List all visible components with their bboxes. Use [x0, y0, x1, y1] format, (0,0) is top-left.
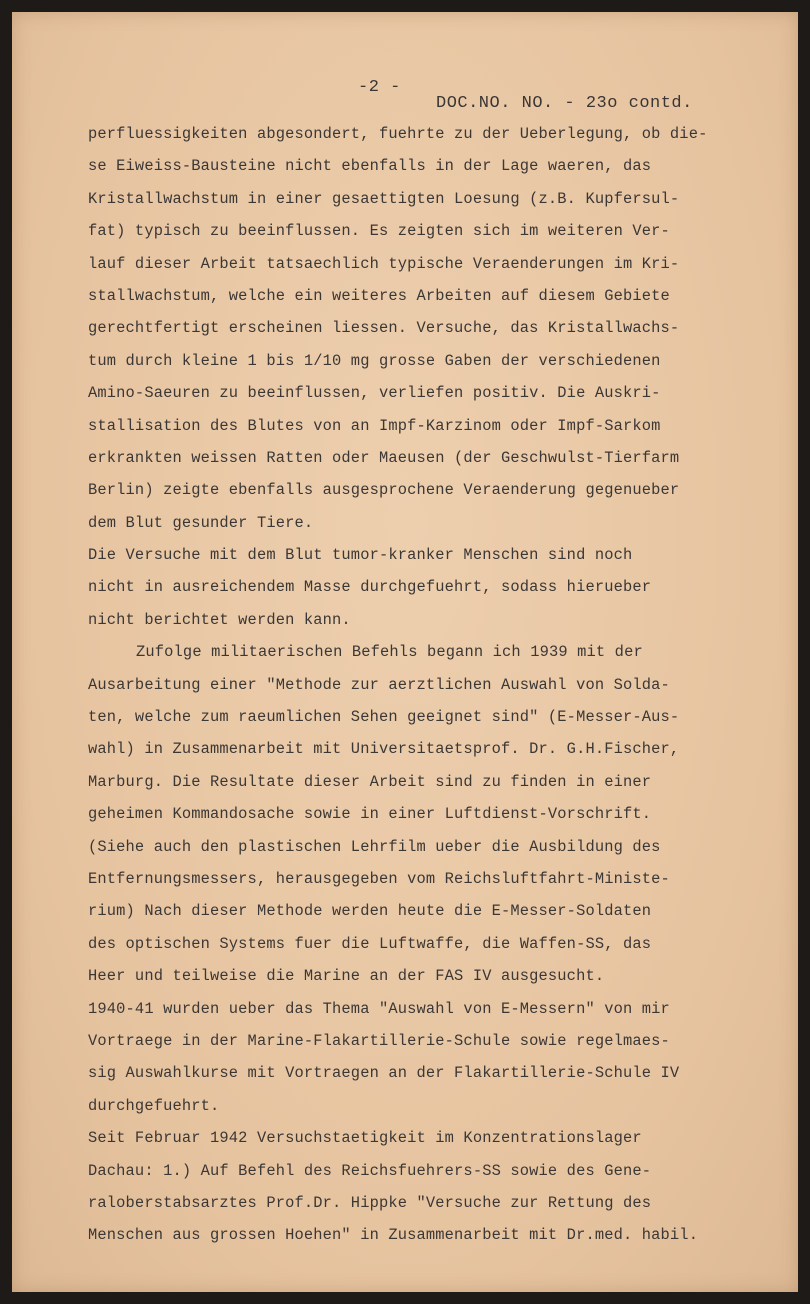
text-line: Seit Februar 1942 Versuchstaetigkeit im Konzentrationslager	[88, 1129, 642, 1148]
text-line: Kristallwachstum in einer gesaettigten Loesung (z.B. Kupfersul-	[88, 189, 680, 208]
text-line: Amino-Saeuren zu beeinflussen, verliefen positiv. Die Auskri-	[88, 384, 661, 403]
text-line: perfluessigkeiten abgesondert, fuehrte zu der Ueberlegung, ob die-	[88, 125, 708, 143]
text-line: stallisation des Blutes von an Impf-Karzinom oder Impf-Sarkom	[88, 416, 661, 435]
text-line: wahl) in Zusammenarbeit mit Universitaetsprof. Dr. G.H.Fischer,	[88, 740, 680, 759]
typed-body-text	[88, 118, 788, 1252]
text-line: lauf dieser Arbeit tatsaechlich typische Veraenderungen im Kri-	[88, 254, 680, 273]
text-line: geheimen Kommandosache sowie in einer Luftdienst-Vorschrift.	[88, 805, 652, 824]
text-line: 1940-41 wurden ueber das Thema "Auswahl von E-Messern" von mir	[88, 999, 670, 1018]
paragraph-first-line: Zufolge militaerischen Befehls begann ich 1939 mit der	[136, 643, 643, 662]
text-line: des optischen Systems fuer die Luftwaffe, die Waffen-SS, das	[88, 934, 652, 953]
text-line: tum durch kleine 1 bis 1/10 mg grosse Gaben der verschiedenen	[88, 351, 661, 370]
text-line: sig Auswahlkurse mit Vortraegen an der Flakartillerie-Schule IV	[88, 1064, 680, 1083]
document-reference: DOC.NO. NO. - 23o contd.	[436, 94, 693, 113]
text-line: stallwachstum, welche ein weiteres Arbeiten auf diesem Gebiete	[88, 286, 670, 305]
text-line: Die Versuche mit dem Blut tumor-kranker Menschen sind noch	[88, 546, 633, 565]
text-line: nicht berichtet werden kann.	[88, 610, 351, 629]
text-line: ten, welche zum raeumlichen Sehen geeignet sind" (E-Messer-Aus-	[88, 708, 680, 727]
text-line: dem Blut gesunder Tiere.	[88, 513, 314, 532]
text-line: Vortraege in der Marine-Flakartillerie-Schule sowie regelmaes-	[88, 1031, 670, 1050]
text-line: Ausarbeitung einer "Methode zur aerztlichen Auswahl von Solda-	[88, 675, 670, 694]
text-line: Dachau: 1.) Auf Befehl des Reichsfuehrers-SS sowie des Gene-	[88, 1161, 652, 1180]
text-line: Berlin) zeigte ebenfalls ausgesprochene Veraenderung gegenueber	[88, 481, 680, 500]
text-line: Heer und teilweise die Marine an der FAS IV ausgesucht.	[88, 967, 605, 986]
text-line: durchgefuehrt.	[88, 1096, 220, 1115]
text-line: gerechtfertigt erscheinen liessen. Versuche, das Kristallwachs-	[88, 319, 680, 338]
text-line: fat) typisch zu beeinflussen. Es zeigten sich im weiteren Ver-	[88, 222, 670, 241]
text-line: (Siehe auch den plastischen Lehrfilm ueber die Ausbildung des	[88, 837, 661, 856]
page-number: -2 -	[358, 78, 401, 97]
document-page	[12, 12, 798, 1292]
text-line: raloberstabsarztes Prof.Dr. Hippke "Versuche zur Rettung des	[88, 1193, 652, 1212]
text-line: nicht in ausreichendem Masse durchgefuehrt, sodass hierueber	[88, 578, 652, 597]
text-line: se Eiweiss-Bausteine nicht ebenfalls in der Lage waeren, das	[88, 157, 652, 176]
text-line: erkrankten weissen Ratten oder Maeusen (der Geschwulst-Tierfarm	[88, 448, 680, 467]
text-line: rium) Nach dieser Methode werden heute die E-Messer-Soldaten	[88, 902, 652, 921]
text-line: Marburg. Die Resultate dieser Arbeit sind zu finden in einer	[88, 772, 652, 791]
text-line: Menschen aus grossen Hoehen" in Zusammenarbeit mit Dr.med. habil.	[88, 1226, 699, 1245]
text-line: Entfernungsmessers, herausgegeben vom Reichsluftfahrt-Ministe-	[88, 869, 670, 888]
